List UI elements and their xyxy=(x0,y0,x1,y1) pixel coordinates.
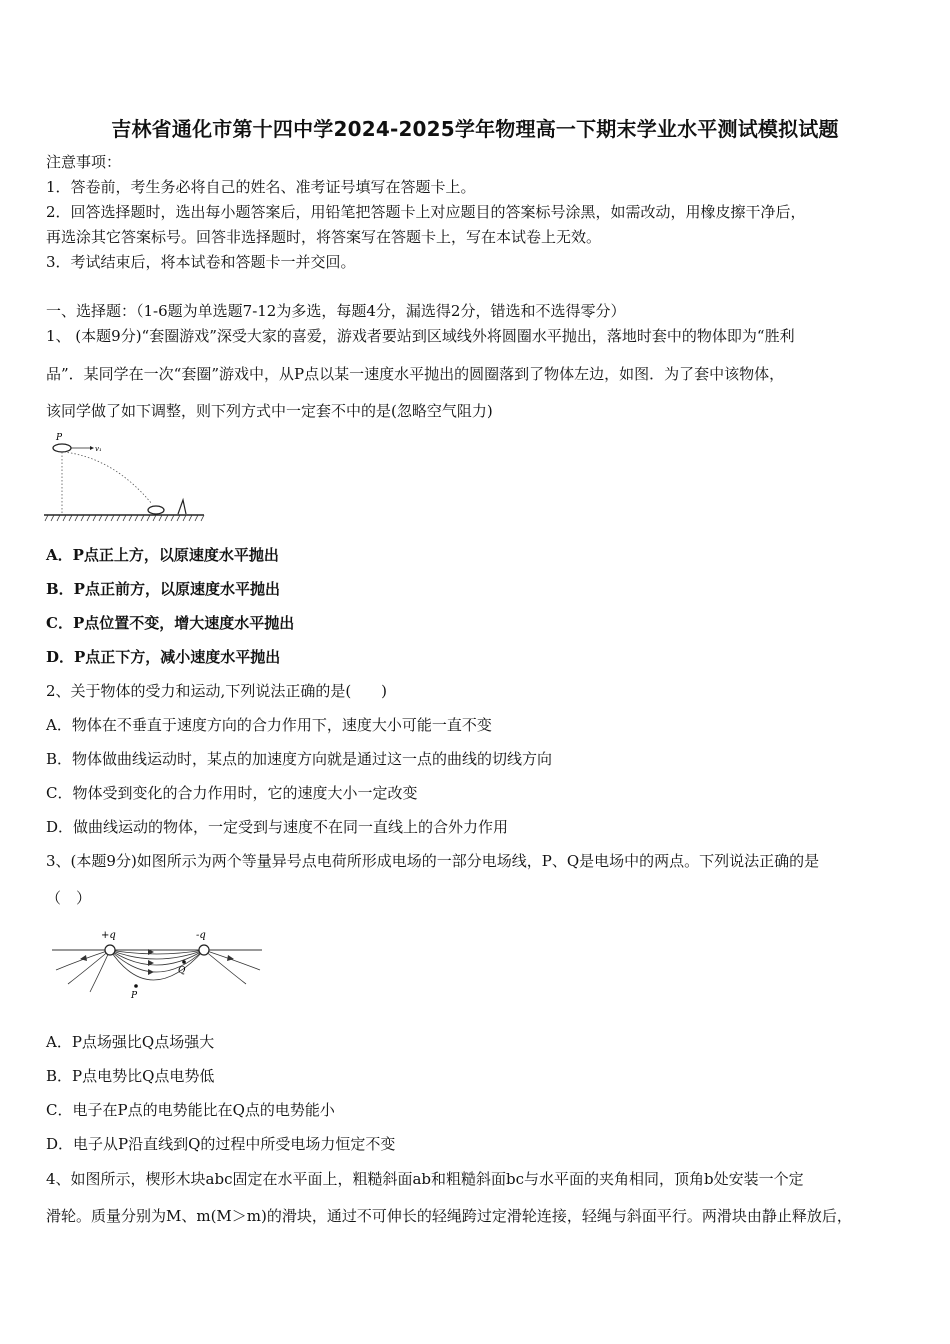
q2-stem: 2、关于物体的受力和运动,下列说法正确的是( ) xyxy=(46,682,388,700)
q3-label-plus-q: +q xyxy=(101,930,116,941)
notice-item: 再选涂其它答案标号。回答非选择题时，将答案写在答题卡上，写在本试卷上无效。 xyxy=(46,228,602,246)
q3-option-b: B．P点电势比Q点电势低 xyxy=(46,1067,215,1085)
notice-heading: 注意事项： xyxy=(46,153,122,171)
q3-stem-line: （ ） xyxy=(46,889,92,907)
notice-item: 1．答卷前，考生务必将自己的姓名、准考证号填写在答题卡上。 xyxy=(46,178,476,196)
q3-label-q: Q xyxy=(178,966,186,976)
q1-option-d: D．P点正下方，减小速度水平抛出 xyxy=(46,648,281,666)
q2-option-a: A．物体在不垂直于速度方向的合力作用下，速度大小可能一直不变 xyxy=(46,716,492,734)
q1-label-v: v₁ xyxy=(95,445,102,453)
q1-option-c: C．P点位置不变，增大速度水平抛出 xyxy=(46,614,295,632)
q1-stem-line: 1、 (本题9分)“套圈游戏”深受大家的喜爱，游戏者要站到区域线外将圆圈水平抛出，落地时套中的物体即为“胜利 xyxy=(46,327,795,345)
positive-charge xyxy=(105,945,115,955)
page-title: 吉林省通化市第十四中学2024-2025学年物理高一下期末学业水平测试模拟试题 xyxy=(111,117,839,141)
section-heading: 一、选择题：（1-6题为单选题7-12为多选，每题4分，漏选得2分，错选和不选得零分） xyxy=(46,302,626,320)
q3-label-p: P xyxy=(131,991,138,1000)
point-q xyxy=(182,960,186,964)
q3-option-c: C．电子在P点的电势能比在Q点的电势能小 xyxy=(46,1101,335,1119)
notice-item: 3．考试结束后，将本试卷和答题卡一并交回。 xyxy=(46,253,356,271)
field-line xyxy=(68,950,110,984)
field-arrowhead xyxy=(148,969,154,975)
notice-item: 2．回答选择题时，选出每小题答案后，用铅笔把答题卡上对应题目的答案标号涂黑，如需改动，用橡皮擦干净后， xyxy=(46,203,806,221)
field-line xyxy=(110,950,204,972)
q1-label-p: P xyxy=(56,433,63,443)
q4-stem-line: 4、如图所示，楔形木块abc固定在水平面上，粗糙斜面ab和粗糙斜面bc与水平面的夹角相同，顶角b处安装一个定 xyxy=(46,1170,804,1188)
target-object xyxy=(178,500,186,514)
q4-stem-line: 滑轮。质量分别为M、m(M＞m)的滑块，通过不可伸长的轻绳跨过定滑轮连接，轻绳与斜面平行。两滑块由静止释放后， xyxy=(46,1207,852,1225)
trajectory-path xyxy=(64,452,152,504)
q3-option-a: A．P点场强比Q点场强大 xyxy=(46,1033,215,1051)
field-line xyxy=(204,950,246,984)
q3-stem-line: 3、(本题9分)如图所示为两个等量异号点电荷所形成电场的一部分电场线，P、Q是电场中的两点。下列说法正确的是 xyxy=(46,852,820,870)
q3-option-d: D．电子从P沿直线到Q的过程中所受电场力恒定不变 xyxy=(46,1135,396,1153)
q1-option-b: B．P点正前方，以原速度水平抛出 xyxy=(46,580,280,598)
q1-option-a: A．P点正上方，以原速度水平抛出 xyxy=(46,546,279,564)
q3-field-lines-figure xyxy=(50,926,266,1000)
negative-charge xyxy=(199,945,209,955)
q2-option-d: D．做曲线运动的物体，一定受到与速度不在同一直线上的合外力作用 xyxy=(46,818,509,836)
ground-hatching xyxy=(45,515,204,521)
field-line xyxy=(110,950,204,954)
q3-label-minus-q: -q xyxy=(196,930,206,941)
q2-option-b: B．物体做曲线运动时，某点的加速度方向就是通过这一点的曲线的切线方向 xyxy=(46,750,553,768)
point-p xyxy=(134,984,138,988)
q1-stem-line: 该同学做了如下调整，则下列方式中一定套不中的是(忽略空气阻力) xyxy=(46,402,493,420)
field-line xyxy=(90,950,110,992)
ring-landed xyxy=(148,506,164,514)
q2-option-c: C．物体受到变化的合力作用时，它的速度大小一定改变 xyxy=(46,784,418,802)
velocity-arrowhead xyxy=(90,446,94,450)
field-line xyxy=(204,950,260,970)
q1-stem-line: 品”．某同学在一次“套圈”游戏中，从P点以某一速度水平抛出的圆圈落到了物体左边，如图．为了套中该物体， xyxy=(46,365,785,383)
q1-ring-toss-figure xyxy=(44,430,206,524)
ring-start xyxy=(53,444,71,452)
